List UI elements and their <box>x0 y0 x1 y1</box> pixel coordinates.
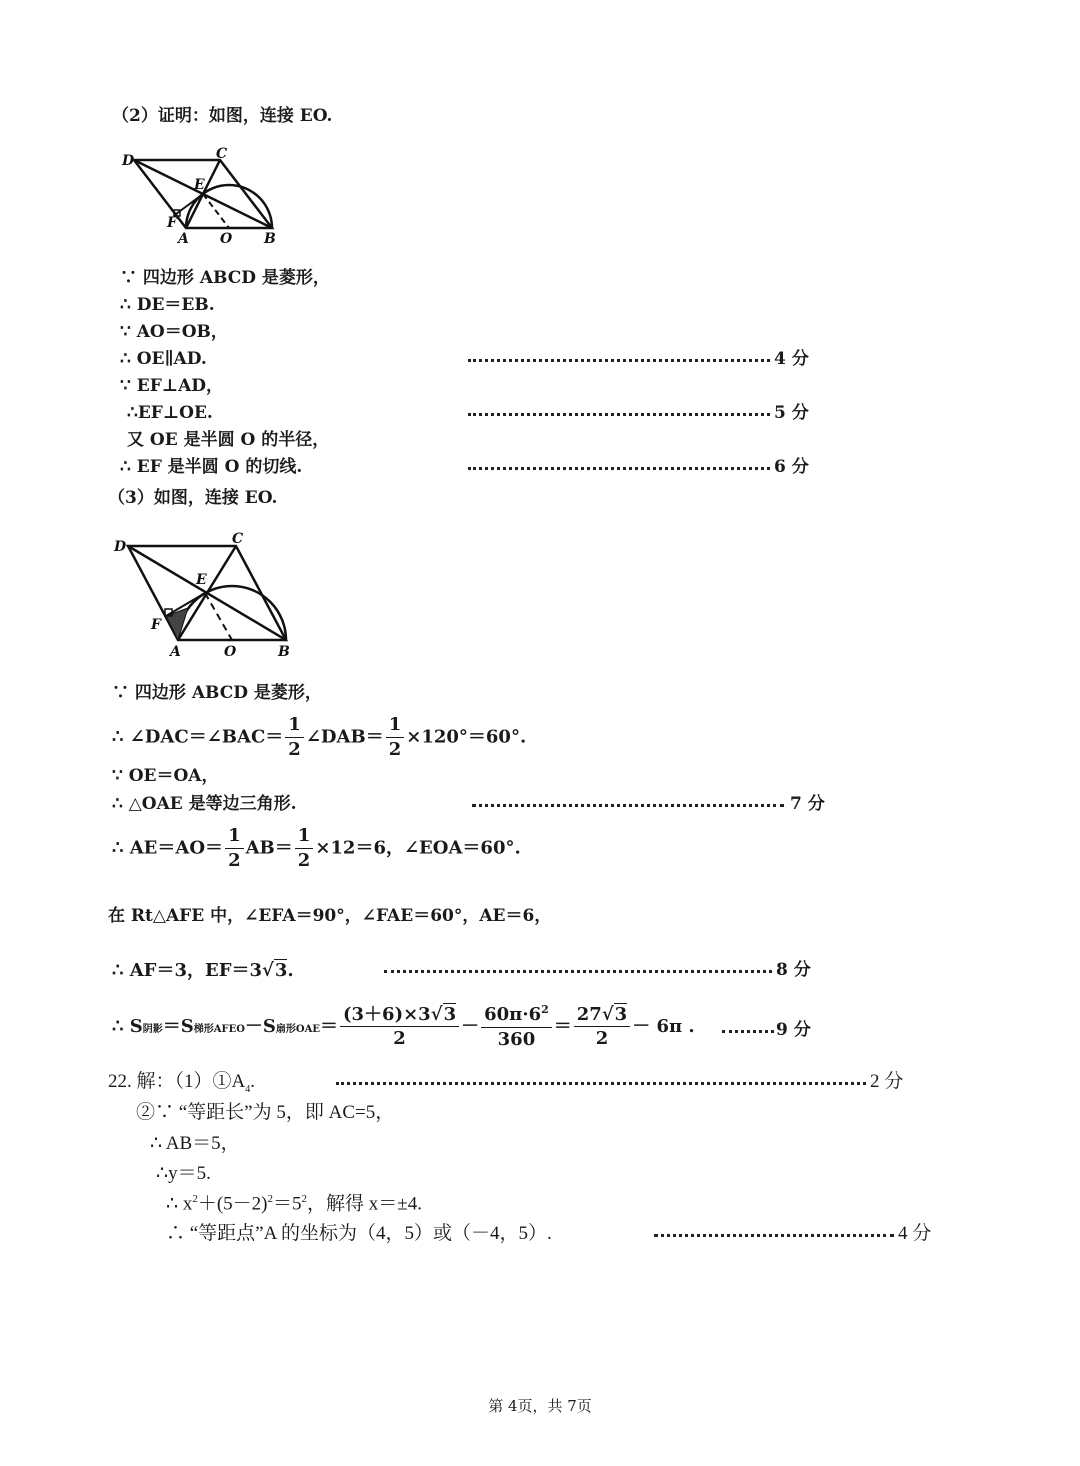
score-2: 2 分 <box>870 1071 904 1092</box>
dot-leader <box>468 359 770 362</box>
fig1-label-a: A <box>178 231 189 247</box>
q22-line-4: ∴y＝5. <box>156 1163 211 1184</box>
part3-header: （3）如图，连接 EO. <box>108 488 278 508</box>
q22-line-1: 22. 解：$(1)①A_4$. <box>108 1071 255 1095</box>
fig1-label-b: B <box>264 231 276 247</box>
q22-line-5: ∴ $x^2+(5-2)^2=5^2$，解得 x＝±4. <box>166 1193 422 1215</box>
figure-1-rhombus <box>112 140 302 250</box>
fig1-label-o: O <box>220 231 233 247</box>
page-footer: 第 4页，共 7页 <box>488 1397 592 1415</box>
fraction-result: $\frac{27√3}{2}$ <box>574 1005 630 1050</box>
q22-line-2: ②∵ “等距长”为 5，即 AC=5， <box>136 1102 395 1123</box>
p3-rt-line: 在 Rt△AFE 中，∠EFA＝90°，∠FAE＝60°，AE＝6， <box>108 906 552 926</box>
p2-line-4: ∴ OE∥AD. <box>120 349 207 369</box>
fig1-label-e: E <box>194 177 205 193</box>
fig2-label-e: E <box>196 572 207 588</box>
score-8: 8 分 <box>776 960 811 980</box>
dot-leader <box>654 1234 894 1237</box>
p2-line-2: ∴ DE＝EB. <box>120 295 215 315</box>
p3-line-3: ∵ OE＝OA， <box>112 766 219 786</box>
dot-leader <box>722 1030 774 1033</box>
fig1-label-d: D <box>122 153 135 169</box>
score-7: 7 分 <box>790 794 825 814</box>
p3-area-formula: ∴ S阴影＝S梯形AFEO－S扇形OAE＝ $\frac{(3+6)\times 3√3}{2}$ － $\frac{60\pi\cdot 6^2}{360}$ ＝ $\frac{27√3}{2}$ － 6π . <box>112 1003 695 1050</box>
fraction-half: $\frac{1}{2}$ <box>285 715 304 760</box>
fig2-label-o: O <box>224 644 237 660</box>
dot-leader <box>468 467 770 470</box>
fig1-label-c: C <box>216 146 228 162</box>
score-5: 5 分 <box>774 403 809 423</box>
fig2-label-b: B <box>278 644 290 660</box>
p2-line-5: ∵ EF⊥AD， <box>120 376 224 396</box>
p2-line-7: 又 OE 是半圆 O 的半径， <box>127 430 330 450</box>
p2-line-3: ∵ AO＝OB， <box>120 322 228 342</box>
p3-line-4: ∴ △OAE 是等边三角形. <box>112 794 297 814</box>
figure-2-rhombus-shaded <box>108 530 308 660</box>
fraction-half: $\frac{1}{2}$ <box>295 826 314 871</box>
fig2-label-a: A <box>170 644 181 660</box>
fraction-half: $\frac{1}{2}$ <box>386 715 405 760</box>
q22-line-6: ∴ “等距点”A 的坐标为（4，5）或（－4，5）. <box>166 1223 552 1244</box>
part2-header: （2）证明：如图，连接 EO. <box>112 106 333 126</box>
dot-leader <box>472 804 784 807</box>
fraction-trapezoid: $\frac{(3+6)\times 3√3}{2}$ <box>340 1005 459 1050</box>
fraction-half: $\frac{1}{2}$ <box>225 826 244 871</box>
score-4b: 4 分 <box>898 1223 932 1244</box>
score-9: 9 分 <box>776 1020 811 1040</box>
score-4: 4 分 <box>774 349 809 369</box>
dot-leader <box>336 1082 866 1085</box>
p2-line-6: ∴EF⊥OE. <box>127 403 213 423</box>
dot-leader <box>468 413 770 416</box>
fig2-label-c: C <box>232 531 244 547</box>
dot-leader <box>384 970 772 973</box>
fig2-label-d: D <box>114 539 127 555</box>
fig1-label-f: F <box>167 215 177 231</box>
q22-line-3: ∴ AB＝5， <box>150 1133 240 1154</box>
p3-af-line: ∴ AF＝3，EF＝3√3. <box>112 960 294 981</box>
p2-line-1: ∵ 四边形 ABCD 是菱形， <box>120 268 330 288</box>
fraction-sector: $\frac{60\pi\cdot 6^2}{360}$ <box>481 1004 552 1050</box>
p3-angle-line: ∴ ∠DAC＝∠BAC＝ $\frac{1}{2}$ ∠DAB＝ $\frac{1}{2}$ ×120°＝60°. <box>112 714 527 760</box>
p2-line-8: ∴ EF 是半圆 O 的切线. <box>120 457 303 477</box>
p3-ae-line: ∴ AE＝AO＝ $\frac{1}{2}$ AB＝ $\frac{1}{2}$ ×12＝6，∠EOA＝60°. <box>112 825 521 871</box>
fig2-label-f: F <box>151 617 161 633</box>
score-6: 6 分 <box>774 457 809 477</box>
p3-line-1: ∵ 四边形 ABCD 是菱形， <box>112 683 322 703</box>
